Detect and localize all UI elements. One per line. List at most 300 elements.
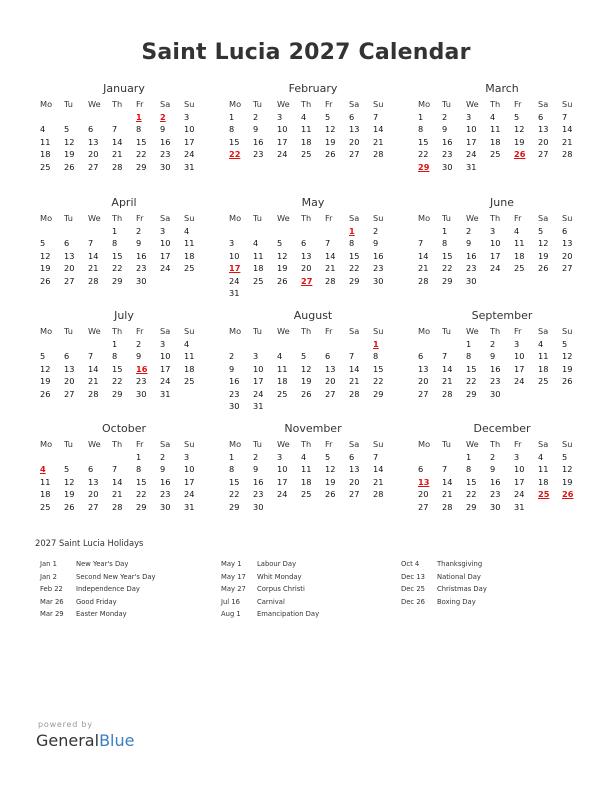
day-cell: 9 [253, 464, 259, 474]
day-cell: 2 [253, 111, 259, 122]
weekday-header: Th [112, 326, 123, 336]
weekday-header: We [277, 213, 290, 223]
holiday-name: National Day [437, 572, 481, 581]
day-cell: 8 [373, 351, 379, 361]
weekday-header: Sa [160, 213, 171, 223]
day-cell: 28 [325, 275, 336, 286]
day-cell: 23 [253, 149, 264, 159]
empty-cell [40, 451, 64, 464]
day-cell: 22 [112, 263, 123, 273]
day-cell: 9 [442, 124, 448, 134]
empty-cell [277, 225, 301, 238]
day-cell: 13 [349, 124, 360, 134]
day-cell: 23 [160, 489, 171, 499]
empty-cell [64, 338, 88, 351]
empty-cell [418, 451, 442, 464]
empty-cell [88, 451, 112, 464]
day-cell: 10 [466, 124, 477, 134]
day-cell: 26 [40, 388, 51, 399]
day-cell: 5 [64, 124, 70, 134]
weekday-header: Sa [538, 99, 549, 109]
day-cell: 4 [538, 338, 544, 349]
day-cell: 6 [349, 111, 355, 122]
holiday-name: Independence Day [76, 585, 140, 593]
day-cell: 24 [514, 376, 525, 386]
holiday-row [401, 558, 487, 571]
month-days-grid [40, 212, 208, 287]
day-cell: 13 [88, 476, 99, 487]
day-cell: 18 [40, 149, 51, 159]
day-cell: 8 [112, 238, 118, 248]
weekday-header: Sa [349, 99, 360, 109]
day-cell: 29 [136, 501, 147, 512]
holiday-day: 13 [418, 476, 430, 487]
holiday-day: 17 [229, 263, 241, 273]
empty-cell [112, 451, 136, 464]
day-cell: 17 [253, 376, 264, 386]
weekday-header: Tu [442, 99, 451, 109]
holiday-name: Second New Year's Day [76, 572, 156, 581]
day-cell: 9 [373, 238, 379, 248]
day-cell: 3 [184, 451, 190, 462]
holiday-row [221, 571, 319, 584]
holiday-day: 4 [40, 464, 46, 474]
holiday-row [221, 608, 319, 621]
day-cell: 29 [466, 501, 477, 512]
weekday-header: Th [490, 213, 501, 223]
weekday-header: Fr [325, 326, 333, 336]
day-cell: 17 [466, 136, 477, 147]
day-cell: 10 [514, 464, 525, 474]
month-february [229, 82, 397, 161]
day-cell: 30 [490, 388, 501, 399]
weekday-header: Th [490, 326, 501, 336]
empty-cell [229, 225, 253, 238]
day-cell: 25 [277, 388, 288, 399]
month-name: June [490, 196, 514, 209]
day-cell: 31 [466, 161, 477, 172]
day-cell: 21 [88, 263, 99, 273]
day-cell: 21 [112, 489, 123, 499]
day-cell: 23 [442, 149, 453, 159]
holiday-name: Good Friday [76, 597, 117, 606]
month-days-grid [40, 98, 208, 173]
day-cell: 19 [325, 136, 336, 147]
day-cell: 27 [88, 161, 99, 172]
day-cell: 10 [229, 250, 240, 261]
day-cell: 14 [88, 363, 99, 374]
day-cell: 20 [301, 263, 312, 273]
holiday-date: Mar 26 [40, 597, 64, 606]
month-january [40, 82, 208, 173]
day-cell: 22 [466, 489, 477, 499]
day-cell: 2 [253, 451, 259, 462]
day-cell: 29 [112, 388, 123, 399]
day-cell: 28 [373, 149, 384, 159]
weekday-header: Su [184, 326, 195, 336]
day-cell: 8 [418, 124, 424, 134]
day-cell: 23 [373, 263, 384, 273]
weekday-header: Fr [514, 326, 522, 336]
weekday-header: Sa [160, 99, 171, 109]
weekday-header: Su [184, 213, 195, 223]
day-cell: 29 [136, 161, 147, 172]
day-cell: 5 [325, 451, 331, 462]
weekday-header: Fr [514, 439, 522, 449]
month-name: May [301, 196, 325, 209]
day-cell: 14 [349, 363, 360, 374]
empty-cell [442, 338, 466, 351]
day-cell: 27 [418, 388, 429, 399]
day-cell: 28 [112, 501, 123, 512]
holiday-date: May 27 [221, 585, 246, 593]
day-cell: 4 [40, 124, 46, 134]
day-cell: 4 [253, 238, 259, 248]
weekday-header: Su [562, 439, 573, 449]
holiday-row [401, 571, 487, 584]
day-cell: 29 [373, 388, 384, 399]
weekday-header: Sa [538, 213, 549, 223]
holiday-row [221, 558, 319, 571]
day-cell: 1 [466, 338, 472, 349]
day-cell: 28 [373, 489, 384, 499]
day-cell: 6 [538, 111, 544, 122]
day-cell: 10 [277, 124, 288, 134]
day-cell: 22 [229, 489, 240, 499]
day-cell: 22 [373, 376, 384, 386]
day-cell: 10 [277, 464, 288, 474]
day-cell: 6 [349, 451, 355, 462]
day-cell: 9 [490, 351, 496, 361]
day-cell: 26 [538, 263, 549, 273]
empty-cell [253, 225, 277, 238]
day-cell: 1 [112, 225, 118, 236]
month-days-grid [229, 212, 397, 300]
day-cell: 21 [349, 376, 360, 386]
day-cell: 25 [301, 149, 312, 159]
holiday-row [40, 596, 156, 609]
day-cell: 25 [514, 263, 525, 273]
empty-cell [349, 338, 373, 351]
holiday-name: Labour Day [257, 560, 297, 568]
day-cell: 5 [325, 111, 331, 122]
empty-cell [253, 338, 277, 351]
day-cell: 1 [229, 111, 235, 122]
day-cell: 22 [466, 376, 477, 386]
day-cell: 24 [277, 489, 288, 499]
day-cell: 27 [64, 388, 75, 399]
holiday-name: New Year's Day [76, 560, 129, 568]
generalblue-logo[interactable] [36, 731, 134, 750]
day-cell: 16 [490, 363, 501, 374]
weekday-header: Th [301, 99, 312, 109]
day-cell: 11 [40, 476, 51, 487]
day-cell: 14 [418, 250, 429, 261]
day-cell: 20 [562, 250, 573, 261]
day-cell: 16 [160, 476, 171, 487]
day-cell: 13 [301, 250, 312, 261]
day-cell: 16 [229, 376, 240, 386]
month-name: February [288, 82, 338, 95]
empty-cell [301, 338, 325, 351]
weekday-header: Su [562, 99, 573, 109]
day-cell: 11 [253, 250, 264, 261]
day-cell: 7 [442, 464, 448, 474]
day-cell: 4 [184, 225, 190, 236]
day-cell: 30 [160, 501, 171, 512]
weekday-header: Fr [514, 99, 522, 109]
weekday-header: We [466, 213, 479, 223]
month-days-grid [40, 438, 208, 513]
day-cell: 11 [301, 464, 312, 474]
day-cell: 3 [184, 111, 190, 122]
day-cell: 23 [466, 263, 477, 273]
day-cell: 14 [112, 136, 123, 147]
day-cell: 6 [88, 464, 94, 474]
empty-cell [301, 225, 325, 238]
day-cell: 31 [253, 401, 264, 411]
day-cell: 8 [442, 238, 448, 248]
day-cell: 14 [88, 250, 99, 261]
day-cell: 10 [514, 351, 525, 361]
weekday-header: Fr [136, 439, 144, 449]
holiday-day: 2 [160, 111, 166, 122]
weekday-header: Su [562, 326, 573, 336]
day-cell: 25 [184, 376, 195, 386]
day-cell: 14 [373, 464, 384, 474]
weekday-header: We [466, 99, 479, 109]
empty-cell [40, 111, 64, 124]
day-cell: 15 [349, 250, 360, 261]
day-cell: 2 [136, 338, 142, 349]
day-cell: 2 [373, 225, 379, 236]
day-cell: 21 [373, 476, 384, 487]
day-cell: 5 [538, 225, 544, 236]
day-cell: 7 [112, 124, 118, 134]
day-cell: 4 [184, 338, 190, 349]
day-cell: 23 [253, 489, 264, 499]
month-days-grid [418, 212, 586, 287]
holiday-name: Carnival [257, 597, 285, 606]
weekday-header: Sa [160, 326, 171, 336]
day-cell: 20 [349, 476, 360, 487]
day-cell: 30 [229, 401, 240, 411]
day-cell: 17 [514, 476, 525, 487]
day-cell: 8 [229, 464, 235, 474]
brand-general: General [36, 731, 100, 750]
day-cell: 25 [538, 376, 549, 386]
day-cell: 20 [349, 136, 360, 147]
day-cell: 3 [253, 351, 259, 361]
day-cell: 21 [442, 376, 453, 386]
month-march [418, 82, 586, 173]
day-cell: 17 [184, 136, 195, 147]
empty-cell [88, 111, 112, 124]
weekday-header: Th [301, 326, 312, 336]
holiday-day: 29 [418, 161, 430, 172]
holiday-day: 26 [514, 149, 526, 159]
holiday-date: Dec 26 [401, 597, 425, 606]
weekday-header: Mo [40, 99, 53, 109]
weekday-header: Tu [442, 326, 451, 336]
day-cell: 16 [160, 136, 171, 147]
weekday-header: Su [562, 213, 573, 223]
day-cell: 8 [136, 124, 142, 134]
day-cell: 4 [514, 225, 520, 236]
day-cell: 18 [490, 136, 501, 147]
day-cell: 15 [112, 250, 123, 261]
day-cell: 10 [160, 351, 171, 361]
day-cell: 14 [373, 124, 384, 134]
holiday-name: Corpus Christi [257, 585, 305, 593]
day-cell: 4 [301, 111, 307, 122]
month-may [229, 196, 397, 300]
day-cell: 3 [160, 225, 166, 236]
weekday-header: Tu [64, 326, 73, 336]
empty-cell [64, 225, 88, 238]
day-cell: 19 [64, 489, 75, 499]
holiday-row [40, 608, 156, 621]
month-june [418, 196, 586, 287]
month-name: March [485, 82, 519, 95]
day-cell: 11 [538, 464, 549, 474]
day-cell: 12 [325, 464, 336, 474]
weekday-header: Tu [442, 439, 451, 449]
day-cell: 8 [349, 238, 355, 248]
day-cell: 9 [490, 464, 496, 474]
day-cell: 5 [562, 451, 568, 462]
holiday-name: Boxing Day [437, 597, 476, 606]
day-cell: 3 [466, 111, 472, 122]
day-cell: 7 [562, 111, 568, 122]
weekday-header: Su [373, 213, 384, 223]
holiday-column [40, 558, 156, 621]
day-cell: 10 [160, 238, 171, 248]
day-cell: 23 [490, 376, 501, 386]
holiday-row [40, 571, 156, 584]
day-cell: 27 [349, 149, 360, 159]
day-cell: 30 [136, 388, 147, 399]
month-name: August [293, 309, 333, 322]
weekday-header: Fr [325, 213, 333, 223]
day-cell: 17 [277, 136, 288, 147]
day-cell: 17 [160, 363, 171, 374]
day-cell: 11 [184, 238, 195, 248]
day-cell: 7 [418, 238, 424, 248]
day-cell: 5 [514, 111, 520, 122]
day-cell: 3 [514, 338, 520, 349]
day-cell: 3 [277, 451, 283, 462]
day-cell: 11 [184, 351, 195, 361]
month-name: October [101, 422, 147, 435]
day-cell: 21 [562, 136, 573, 147]
day-cell: 18 [538, 363, 549, 374]
day-cell: 12 [562, 464, 573, 474]
weekday-header: Tu [64, 439, 73, 449]
day-cell: 17 [160, 250, 171, 261]
holiday-day: 27 [301, 275, 313, 286]
day-cell: 21 [112, 149, 123, 159]
day-cell: 18 [301, 476, 312, 487]
weekday-header: Su [184, 439, 195, 449]
day-cell: 24 [466, 149, 477, 159]
day-cell: 23 [136, 376, 147, 386]
holiday-date: Dec 25 [401, 585, 425, 593]
day-cell: 1 [466, 451, 472, 462]
day-cell: 2 [442, 111, 448, 122]
weekday-header: We [88, 99, 101, 109]
empty-cell [325, 225, 349, 238]
day-cell: 1 [112, 338, 118, 349]
day-cell: 24 [184, 149, 195, 159]
day-cell: 28 [442, 388, 453, 399]
day-cell: 21 [88, 376, 99, 386]
day-cell: 26 [301, 388, 312, 399]
day-cell: 18 [40, 489, 51, 499]
day-cell: 23 [160, 149, 171, 159]
day-cell: 12 [40, 363, 51, 374]
weekday-header: Sa [538, 439, 549, 449]
day-cell: 29 [112, 275, 123, 286]
weekday-header: Fr [136, 99, 144, 109]
day-cell: 19 [277, 263, 288, 273]
day-cell: 19 [562, 363, 573, 374]
day-cell: 6 [64, 238, 70, 248]
day-cell: 18 [184, 363, 195, 374]
month-november [229, 422, 397, 513]
day-cell: 17 [184, 476, 195, 487]
weekday-header: Tu [253, 213, 262, 223]
day-cell: 20 [88, 489, 99, 499]
day-cell: 22 [442, 263, 453, 273]
day-cell: 7 [88, 351, 94, 361]
day-cell: 2 [490, 451, 496, 462]
day-cell: 11 [538, 351, 549, 361]
day-cell: 5 [277, 238, 283, 248]
day-cell: 20 [88, 149, 99, 159]
day-cell: 28 [562, 149, 573, 159]
holiday-date: Mar 29 [40, 610, 64, 618]
day-cell: 12 [40, 250, 51, 261]
empty-cell [229, 338, 253, 351]
day-cell: 9 [466, 238, 472, 248]
day-cell: 27 [418, 501, 429, 512]
day-cell: 20 [418, 489, 429, 499]
day-cell: 18 [184, 250, 195, 261]
day-cell: 24 [253, 388, 264, 399]
empty-cell [325, 338, 349, 351]
day-cell: 20 [325, 376, 336, 386]
day-cell: 9 [160, 124, 166, 134]
powered-by-text: powered by [38, 720, 93, 729]
day-cell: 17 [277, 476, 288, 487]
day-cell: 1 [442, 225, 448, 236]
day-cell: 24 [229, 275, 240, 286]
weekday-header: Mo [229, 439, 242, 449]
day-cell: 9 [253, 124, 259, 134]
day-cell: 31 [160, 388, 171, 399]
day-cell: 21 [442, 489, 453, 499]
day-cell: 5 [562, 338, 568, 349]
day-cell: 12 [514, 124, 525, 134]
day-cell: 18 [514, 250, 525, 261]
day-cell: 5 [40, 351, 46, 361]
holiday-date: May 1 [221, 560, 242, 568]
day-cell: 10 [184, 124, 195, 134]
day-cell: 8 [229, 124, 235, 134]
day-cell: 16 [253, 136, 264, 147]
month-august [229, 309, 397, 413]
